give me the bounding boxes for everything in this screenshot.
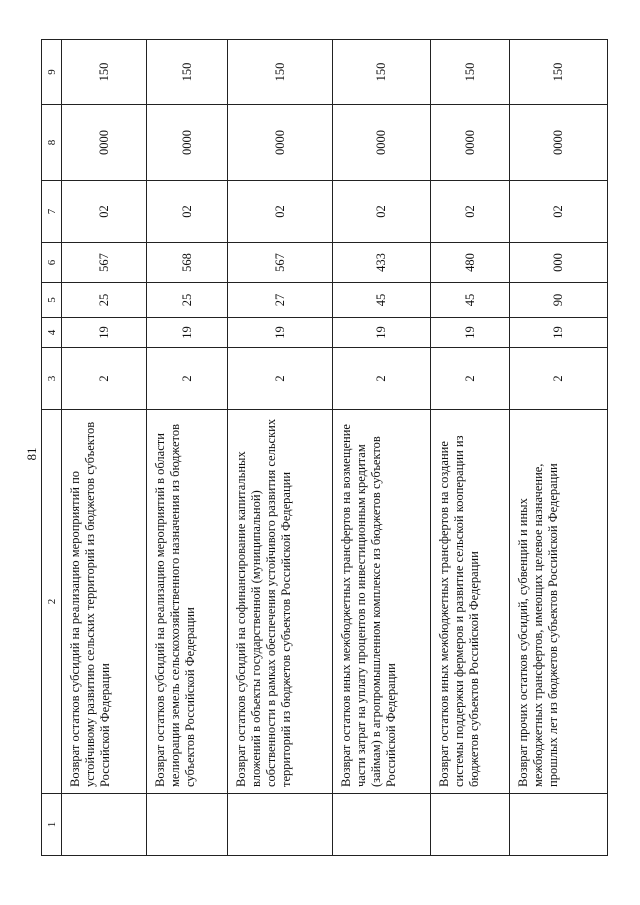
row-description: Возврат остатков иных межбюджетных трансфертов на возмещение части затрат на уплату процентов по инвестиционным кредитам (займам) в агропромышленном комплексе из бюджетов субъектов Российской Федерации xyxy=(333,410,431,794)
row-col-7: 02 xyxy=(510,181,608,243)
budget-code-table xyxy=(41,39,608,856)
row-col-9: 150 xyxy=(62,40,147,105)
page-number: 81 xyxy=(24,447,39,461)
row-col-4: 19 xyxy=(228,318,333,348)
table-row xyxy=(510,40,608,856)
row-col-6: 433 xyxy=(333,243,431,283)
row-col-4: 19 xyxy=(510,318,608,348)
row-col-9: 150 xyxy=(333,40,431,105)
row-description: Возврат остатков субсидий на реализацию мероприятий в области мелиорации земель сельскохозяйственного назначения из бюджетов субъектов Российской Федерации xyxy=(147,410,228,794)
row-col-3: 2 xyxy=(228,348,333,410)
table-row xyxy=(431,40,510,856)
table-header-row xyxy=(42,40,62,856)
row-col-9: 150 xyxy=(431,40,510,105)
row-col-8: 0000 xyxy=(62,105,147,181)
row-col-5: 25 xyxy=(62,283,147,318)
header-col-6: 6 xyxy=(42,243,62,283)
table-row xyxy=(333,40,431,856)
row-col-4: 19 xyxy=(147,318,228,348)
row-code-cell xyxy=(510,794,608,856)
row-col-7: 02 xyxy=(147,181,228,243)
row-col-9: 150 xyxy=(228,40,333,105)
row-col-3: 2 xyxy=(431,348,510,410)
row-col-5: 27 xyxy=(228,283,333,318)
header-col-3: 3 xyxy=(42,348,62,410)
header-col-2: 2 xyxy=(42,410,62,794)
row-code-cell xyxy=(333,794,431,856)
header-col-1: 1 xyxy=(42,794,62,856)
table-row xyxy=(147,40,228,856)
row-col-9: 150 xyxy=(510,40,608,105)
header-col-4: 4 xyxy=(42,318,62,348)
row-description: Возврат остатков субсидий на реализацию мероприятий по устойчивому развитию сельских территорий из бюджетов субъектов Российской Федерации xyxy=(62,410,147,794)
row-col-4: 19 xyxy=(431,318,510,348)
row-col-3: 2 xyxy=(333,348,431,410)
row-col-3: 2 xyxy=(510,348,608,410)
row-description: Возврат остатков иных межбюджетных трансфертов на создание системы поддержки фермеров и развитие сельской кооперации из бюджетов субъектов Российской Федерации xyxy=(431,410,510,794)
row-col-5: 90 xyxy=(510,283,608,318)
row-description: Возврат прочих остатков субсидий, субвенций и иных межбюджетных трансфертов, имеющих целевое назначение, прошлых лет из бюджетов субъектов Российской Федерации xyxy=(510,410,608,794)
row-col-7: 02 xyxy=(333,181,431,243)
row-col-5: 45 xyxy=(431,283,510,318)
row-col-6: 567 xyxy=(228,243,333,283)
row-col-6: 480 xyxy=(431,243,510,283)
table-row xyxy=(62,40,147,856)
row-col-6: 568 xyxy=(147,243,228,283)
row-col-8: 0000 xyxy=(510,105,608,181)
row-col-3: 2 xyxy=(147,348,228,410)
row-col-5: 45 xyxy=(333,283,431,318)
row-col-8: 0000 xyxy=(333,105,431,181)
header-col-9: 9 xyxy=(42,40,62,105)
row-col-8: 0000 xyxy=(228,105,333,181)
row-col-4: 19 xyxy=(333,318,431,348)
row-col-4: 19 xyxy=(62,318,147,348)
header-col-5: 5 xyxy=(42,283,62,318)
row-col-5: 25 xyxy=(147,283,228,318)
row-col-6: 000 xyxy=(510,243,608,283)
header-col-7: 7 xyxy=(42,181,62,243)
row-code-cell xyxy=(62,794,147,856)
row-code-cell xyxy=(431,794,510,856)
header-col-8: 8 xyxy=(42,105,62,181)
row-col-7: 02 xyxy=(62,181,147,243)
row-col-3: 2 xyxy=(62,348,147,410)
row-col-9: 150 xyxy=(147,40,228,105)
row-code-cell xyxy=(228,794,333,856)
row-col-8: 0000 xyxy=(147,105,228,181)
table-row xyxy=(228,40,333,856)
row-description: Возврат остатков субсидий на софинансирование капитальных вложений в объекты государственной (муниципальной) собственности в рамках обеспечения устойчивого развития сельских территорий из бюджетов субъектов Российской Федерации xyxy=(228,410,333,794)
row-col-6: 567 xyxy=(62,243,147,283)
row-col-7: 02 xyxy=(431,181,510,243)
row-col-8: 0000 xyxy=(431,105,510,181)
row-code-cell xyxy=(147,794,228,856)
row-col-7: 02 xyxy=(228,181,333,243)
